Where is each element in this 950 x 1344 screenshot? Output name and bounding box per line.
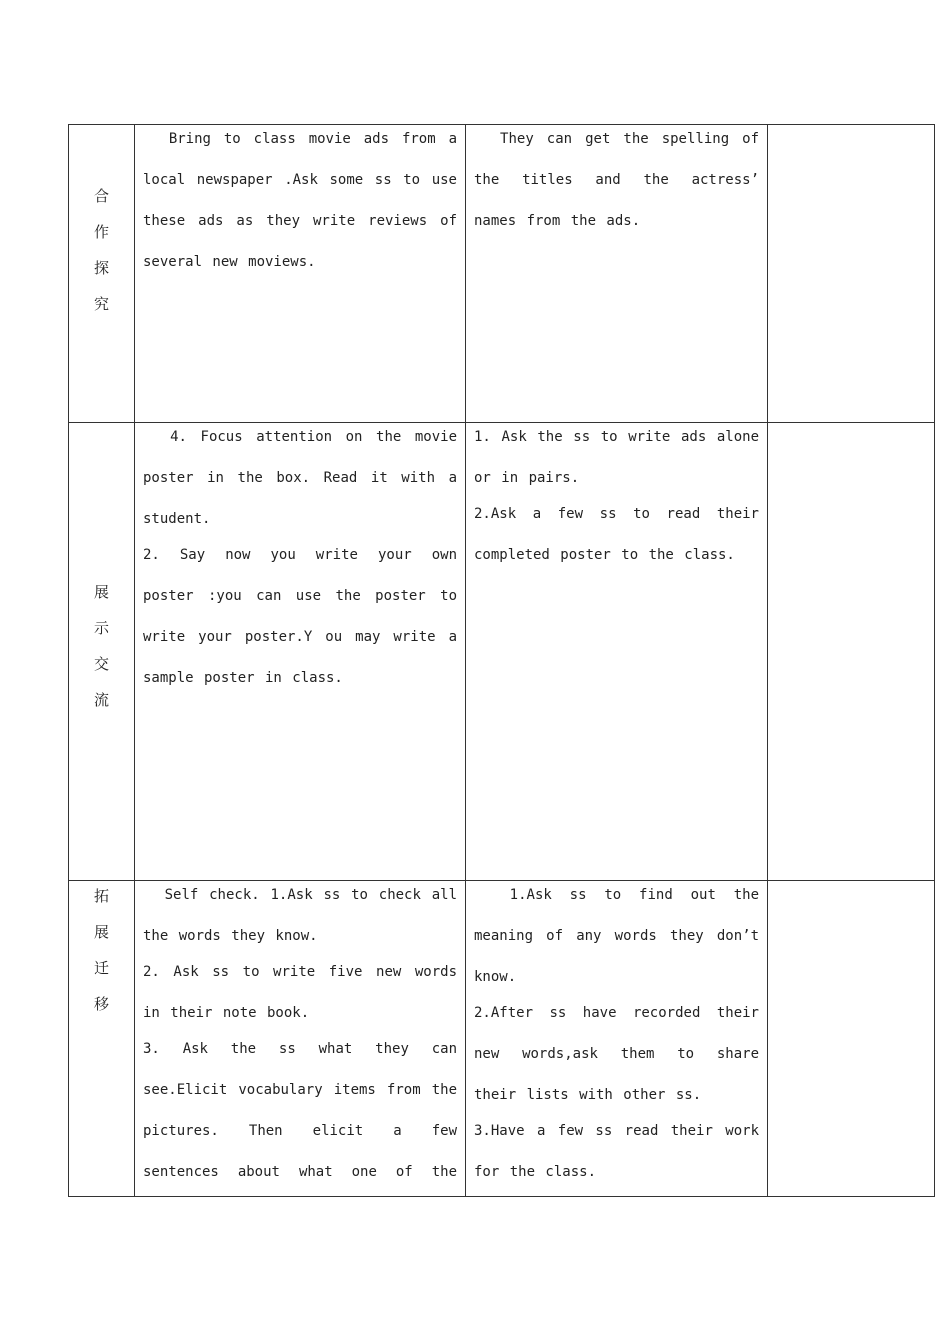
student-text: 3.Have a few ss read their work for the class. (474, 1123, 770, 1180)
table-row (69, 423, 935, 881)
table-row (69, 125, 935, 423)
student-text: 2.After ss have recorded their new words,ask them to share their lists with other ss. (474, 1005, 770, 1103)
activity-text: Self check. 1.Ask ss to check all the words they know. (143, 887, 468, 944)
student-text: 1. Ask the ss to write ads alone or in pairs. (474, 429, 770, 486)
lesson-plan-table (68, 124, 935, 1197)
activity-text: 2. Say now you write your own poster :you can use the poster to write your poster.Y ou may write a sample poster in class. (143, 547, 468, 686)
stage-label: 展 示 交 流 (93, 583, 109, 709)
student-text: 1.Ask ss to find out the meaning of any words they don’t know. (474, 887, 770, 985)
stage-cell (69, 881, 135, 1197)
activity-cell (135, 423, 466, 881)
student-cell (466, 881, 768, 1197)
notes-cell (768, 423, 935, 881)
activity-cell (135, 125, 466, 423)
stage-label: 合 作 探 究 (93, 187, 109, 313)
activity-cell (135, 881, 466, 1197)
stage-cell (69, 125, 135, 423)
student-cell (466, 125, 768, 423)
student-text: 2.Ask a few ss to read their completed poster to the class. (474, 506, 770, 563)
student-cell (466, 423, 768, 881)
stage-cell (69, 423, 135, 881)
stage-label: 拓 展 迁 移 (93, 887, 109, 1013)
activity-text: Bring to class movie ads from a local newspaper .Ask some ss to use these ads as they write reviews of several new moviews. (143, 131, 468, 270)
activity-text: 2. Ask ss to write five new words in their note book. (143, 964, 468, 1021)
notes-cell (768, 125, 935, 423)
table-row (69, 881, 935, 1197)
activity-text: 3. Ask the ss what they can see.Elicit vocabulary items from the pictures. Then elicit a few sentences about what one of the (143, 1041, 468, 1180)
notes-cell (768, 881, 935, 1197)
activity-text: 4. Focus attention on the movie poster in the box. Read it with a student. (143, 429, 468, 527)
student-text: They can get the spelling of the titles and the actress’ names from the ads. (474, 131, 770, 229)
